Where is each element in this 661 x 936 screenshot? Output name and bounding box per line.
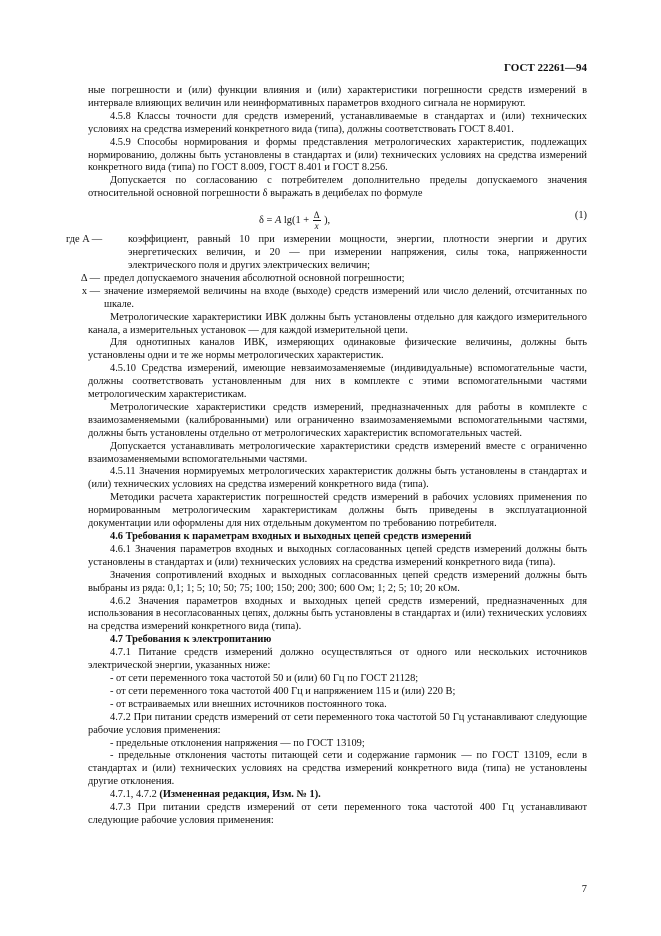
paragraph: ные погрешности и (или) функции влияния и (или) характеристики погрешности средств измерений в интервале влияющих величин или неинформативных параметров входного сигнала не нормируют. — [88, 85, 587, 109]
paragraph: 4.7.3 При питании средств измерений от сети переменного тока частотой 400 Гц устанавливают следующие рабочие условия применения: — [88, 802, 587, 826]
section-heading-4-6: 4.6 Требования к параметрам входных и выходных цепей средств измерений — [110, 531, 472, 542]
paragraph: Для однотипных каналов ИВК, измеряющих одинаковые физические величины, должны быть установлены одни и те же нормы метрологических характеристик. — [88, 337, 587, 362]
where-text: значение измеряемой величины на входе (выходе) средств измерений или число делений, отсчитанных по шкале. — [104, 285, 587, 310]
list-item: - предельные отклонения напряжения — по ГОСТ 13109; — [110, 737, 365, 749]
formula-lhs: δ = — [259, 215, 275, 227]
paragraph: 4.5.11 Значения нормируемых метрологических характеристик должны быть установлены в стандартах и (или) технических условиях на средства измерений конкретного вида (типа). — [88, 466, 587, 491]
where-symbol: где A — — [66, 234, 103, 246]
list-item: - от встраиваемых или внешних источников постоянного тока. — [110, 698, 387, 710]
paragraph: 4.5.10 Средства измерений, имеющие невзаимозаменяемые (индивидуальные) вспомогательные части, должны соответствовать установленным для них в комплекте с этими вспомогательными частями метрологическим характеристикам. — [88, 363, 587, 401]
fraction-denominator: x — [314, 221, 319, 232]
where-symbol: Δ — — [80, 272, 100, 284]
document-code-header: ГОСТ 22261—94 — [504, 62, 587, 74]
paragraph: Допускается устанавливать метрологические характеристики средств измерений вместе с ограниченно взаимозаменяемыми вспомогательными частями. — [88, 440, 587, 465]
where-text: коэффициент, равный 10 при измерении мощности, энергии, плотности энергии и других энергетических величин, и 20 — при измерении напряжения, силы тока, напряженности электрического поля и других электрических величин; — [128, 234, 587, 271]
where-item-x — [66, 286, 587, 312]
page-content — [66, 85, 587, 828]
page-number: 7 — [581, 884, 587, 895]
formula-tail: ), — [321, 215, 331, 227]
paragraph: 4.5.9 Способы нормирования и формы представления метрологических характеристик, подлежащих нормированию, должны быть установлены в стандартах и (или) технических условиях на средства измерений конкретного вида (типа) по ГОСТ 8.009, ГОСТ 8.401 и ГОСТ 8.256. — [88, 136, 587, 174]
amendment-clauses: 4.7.1, 4.7.2 — [110, 789, 160, 801]
formula-log: lg(1 + — [281, 215, 312, 227]
where-item-a — [66, 234, 587, 273]
paragraph: 4.7.2 При питании средств измерений от сети переменного тока частотой 50 Гц устанавливают следующие рабочие условия применения: — [88, 711, 587, 736]
section-heading-4-7: 4.7 Требования к электропитанию — [110, 634, 272, 646]
formula-1 — [88, 203, 587, 231]
fraction-numerator: Δ — [313, 210, 320, 221]
paragraph: 4.7.1 Питание средств измерений должно осуществляться от одного или нескольких источников электрической энергии, указанных ниже: — [88, 647, 587, 672]
list-item: - предельные отклонения частоты питающей сети и содержание гармоник — по ГОСТ 13109, если в стандартах и (или) технических условиях на средства измерений конкретного вида (типа) не установлены другие отклонения. — [88, 750, 587, 788]
where-symbol: x — — [81, 285, 100, 297]
paragraph: Допускается по согласованию с потребителем дополнительно пределы допускаемого значения относительной основной погрешности δ выражать в децибелах по формуле — [88, 175, 587, 200]
formula-fraction — [313, 210, 321, 231]
paragraph: Метрологические характеристики ИВК должны быть установлены отдельно для каждого измерительного канала, а измерительных установок — для каждой измерительной цепи. — [88, 311, 587, 336]
paragraph: 4.6.1 Значения параметров входных и выходных согласованных цепей средств измерений должны быть установлены в стандартах и (или) технических условиях на средства измерений конкретного вида (типа). — [88, 543, 587, 568]
paragraph: 4.6.2 Значения параметров входных и выходных цепей средств измерений, предназначенных для использования в несогласованных цепях, должны быть установлены в стандартах и (или) технических условиях на средства измерений конкретного вида (типа). — [88, 595, 587, 633]
paragraph: Значения сопротивлений входных и выходных согласованных цепей средств измерений должны быть выбраны из ряда: 0,1; 1; 5; 10; 50; 75; 100; 150; 200; 300; 600 Ом; 1; 2; 5; 10; 20 кОм. — [88, 569, 587, 594]
list-item: - от сети переменного тока частотой 400 Гц и напряжением 115 и (или) 220 В; — [110, 685, 456, 697]
list-item: - от сети переменного тока частотой 50 и (или) 60 Гц по ГОСТ 21128; — [110, 672, 419, 684]
amendment-note — [88, 789, 587, 802]
where-item-delta — [66, 273, 587, 286]
formula-number: (1) — [574, 210, 587, 222]
paragraph: Метрологические характеристики средств измерений, предназначенных для работы в комплекте с взаимозаменяемыми (калиброванными) или ограниченно взаимозаменяемыми вспомогательными частями, должны быть установлены отдельно от метрологических характеристик вспомогательных частей. — [88, 401, 587, 439]
formula-expression — [259, 210, 330, 231]
formula-coefficient: A — [274, 215, 282, 227]
paragraph: 4.5.8 Классы точности для средств измерений, устанавливаемые в стандартах и (или) технических условиях на средства измерений конкретного вида (типа), должны соответствовать ГОСТ 8.401. — [88, 110, 587, 135]
where-text: предел допускаемого значения абсолютной основной погрешности; — [104, 272, 405, 284]
paragraph: Методики расчета характеристик погрешностей средств измерений в рабочих условиях применения по нормированным метрологическим характеристикам должны быть приведены в эксплуатационной документации или оформлены для них отдельным документом по требованию потребителя. — [88, 492, 587, 530]
amendment-text: (Измененная редакция, Изм. № 1). — [159, 789, 321, 801]
